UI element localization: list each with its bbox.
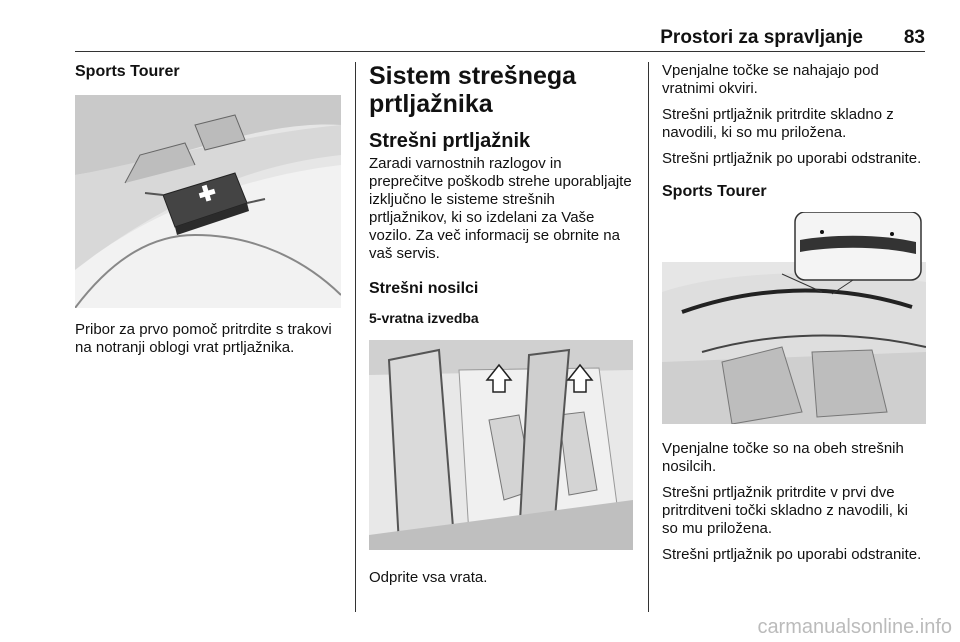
- remove-after-use-text-2: Strešni prtljažnik po uporabi odstranite.: [662, 546, 922, 563]
- roof-racks-heading: Strešni nosilci: [369, 280, 479, 297]
- remove-after-use-text: Strešni prtljažnik po uporabi odstranite.: [662, 150, 922, 167]
- first-aid-kit-figure: [75, 95, 341, 308]
- attach-instructions-text: Strešni prtljažnik pritrdite skladno z navodili, ki so mu priložena.: [662, 106, 894, 141]
- roof-rack-system-title: Sistem strešnega prtljažnika: [369, 62, 577, 118]
- open-doors-text: Odprite vsa vrata.: [369, 569, 488, 586]
- column-divider-1: [355, 62, 356, 612]
- sports-tourer-heading: Sports Tourer: [75, 63, 180, 80]
- first-aid-caption: Pribor za prvo pomoč pritrdite s trakovi na notranji oblogi vrat prtljažnika.: [75, 321, 332, 356]
- column-3: [662, 62, 926, 564]
- column-1: [75, 62, 341, 357]
- open-doors-figure: [369, 340, 633, 550]
- watermark: carmanualsonline.info: [757, 616, 952, 638]
- page-title: Prostori za spravljanje: [660, 27, 863, 48]
- roof-rack-subtitle: Strešni prtljažnik: [369, 130, 531, 152]
- five-door-variant-heading: 5-vratna izvedba: [369, 310, 479, 326]
- roof-rails-figure: [662, 212, 926, 424]
- column-2: [369, 62, 633, 587]
- header-divider: [75, 51, 925, 52]
- page-number: 83: [903, 27, 925, 48]
- page-header: [75, 0, 925, 52]
- sports-tourer-heading-2: Sports Tourer: [662, 183, 767, 200]
- mounting-points-text: Vpenjalne točke se nahajajo pod vratnimi okviri.: [662, 62, 879, 97]
- roof-rack-warning-text: Zaradi varnostnih razlogov in preprečitve poškodb strehe uporabljajte izključno le sisteme strešnih prtljažnikov, ki so izdelani za Vaše vozilo. Za več informacij se obrnite na vaš servis.: [369, 155, 632, 262]
- attach-first-two-points-text: Strešni prtljažnik pritrdite v prvi dve pritrditveni točki skladno z navodili, ki so mu priložena.: [662, 484, 908, 537]
- magnified-detail-callout: [795, 212, 921, 280]
- mounting-points-rails-text: Vpenjalne točke so na obeh strešnih nosilcih.: [662, 440, 904, 475]
- column-divider-2: [648, 62, 649, 612]
